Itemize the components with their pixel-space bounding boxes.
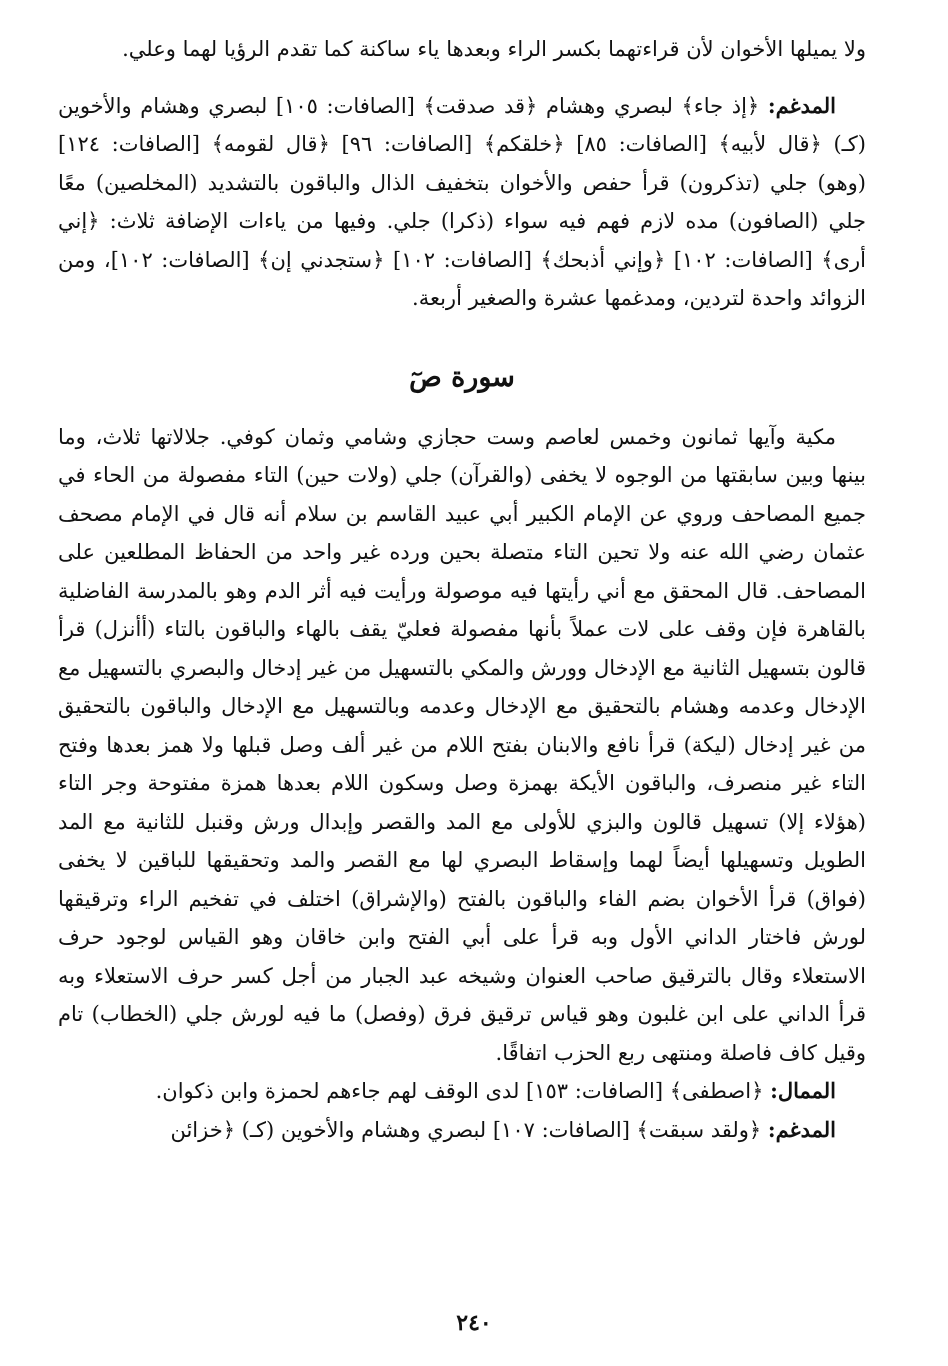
mudgham-paragraph-1: [58, 87, 866, 318]
page-content: [58, 30, 866, 1149]
mudgham-label-2: المدغم:: [767, 1116, 836, 1142]
mumal-label: الممال:: [770, 1078, 836, 1103]
mudgham-paragraph-2: [58, 1111, 866, 1150]
mumal-paragraph: [58, 1072, 866, 1111]
mumal-text: ﴿اصطفى﴾ [الصافات: ١٥٣] لدى الوقف لهم جاءهم لحمزة وابن ذكوان.: [155, 1079, 771, 1103]
continuation-paragraph: ولا يميلها الأخوان لأن قراءتهما بكسر الراء وبعدها ياء ساكنة كما تقدم الرؤيا لهما وعلي.: [122, 37, 866, 61]
page-number: ٢٤٠: [456, 1310, 492, 1336]
chapter-body-paragraph: مكية وآيها ثمانون وخمس لعاصم وست حجازي وشامي وثمان كوفي. جلالاتها ثلاث، وما بينها وبين سابقتها من الوجوه لا يخفى (والقرآن) جلي (ولات حين) التاء مفصولة من الحاء في جميع المصاحف وروي عن الإمام الكبير أبي عبيد القاسم بن سلام أنه قال في الإمام مصحف عثمان رضي الله عنه ولا تحين التاء متصلة بحين ورده غير واحد من الحفاظ المطلعين على المصاحف. قال المحقق مع أني رأيتها فيه موصولة ورأيت فيه أثر الدم وهو بالمدرسة الفاضلية بالقاهرة فإن وقف على لات عملاً بأنها مفصولة فعليّ يقف بالهاء والباقون بالتاء (أأنزل) قرأ قالون بتسهيل الثانية مع الإدخال وورش والمكي بالتسهيل من غير إدخال والبصري بالتسهيل مع الإدخال وعدمه وهشام بالتحقيق مع الإدخال وعدمه وبالتسهيل مع الإدخال والباقون بالتحقيق من غير إدخال (ليكة) قرأ نافع والابنان بفتح اللام من غير ألف وصل قبلها ولا همز بعدها وفتح التاء غير منصرف، والباقون الأيكة بهمزة وصل وسكون اللام بعدها همزة مفتوحة وجر التاء (هؤلاء إلا) تسهيل قالون والبزي للأولى مع المد والقصر وإبدال ورش وقنبل للثانية مع المد الطويل وتسهيلها أيضاً لهما وإسقاط البصري لها مع القصر والمد وتحقيقها للباقين لا يخفى (فواق) قرأ الأخوان بضم الفاء والباقون بالفتح (والإشراق) اختلف في تفخيم الراء وترقيقها لورش فاختار الداني الأول وبه قرأ على أبي الفتح وابن خاقان وهو القياس لوجود حرف الاستعلاء وقال بالترقيق صاحب العنوان وشيخه عبد الجبار من أجل كسر حرف الاستعلاء وبه قرأ الداني على ابن غلبون وهو قياس ترقيق فرق (وفصل) ما فيه لورش جلي (الخطاب) تام وقيل كاف فاصلة ومنتهى ربع الحزب اتفاقًا.: [58, 424, 866, 1065]
mudgham-text-2: ﴿ولقد سبقت﴾ [الصافات: ١٠٧] لبصري وهشام والأخوين (كـ) ﴿خزائن: [170, 1117, 768, 1142]
mudgham-text-1: ﴿إذ جاء﴾ لبصري وهشام ﴿قد صدقت﴾ [الصافات: ١٠٥] لبصري وهشام والأخوين (كـ) ﴿قال لأبيه﴾ [الصافات: ٨٥] ﴿خلقكم﴾ [الصافات: ٩٦] ﴿قال لقومه﴾ [الصافات: ١٢٤] (وهو) جلي (تذكرون) قرأ حفص والأخوان بتخفيف الذال والباقون بالتشديد (المخلصين) معًا جلي (الصافون) مده لازم فهم فيه سواء (ذكرا) جلي. وفيها من ياءات الإضافة ثلاث: ﴿إني أرى﴾ [الصافات: ١٠٢] ﴿وإني أذبحك﴾ [الصافات: ١٠٢] ﴿ستجدني إن﴾ [الصافات: ١٠٢]، ومن الزوائد واحدة لتردين، ومدغمها عشرة والصغير أربعة.: [58, 93, 866, 310]
chapter-title: سورة صٓ: [409, 361, 515, 393]
mudgham-label-1: المدغم:: [767, 92, 836, 118]
